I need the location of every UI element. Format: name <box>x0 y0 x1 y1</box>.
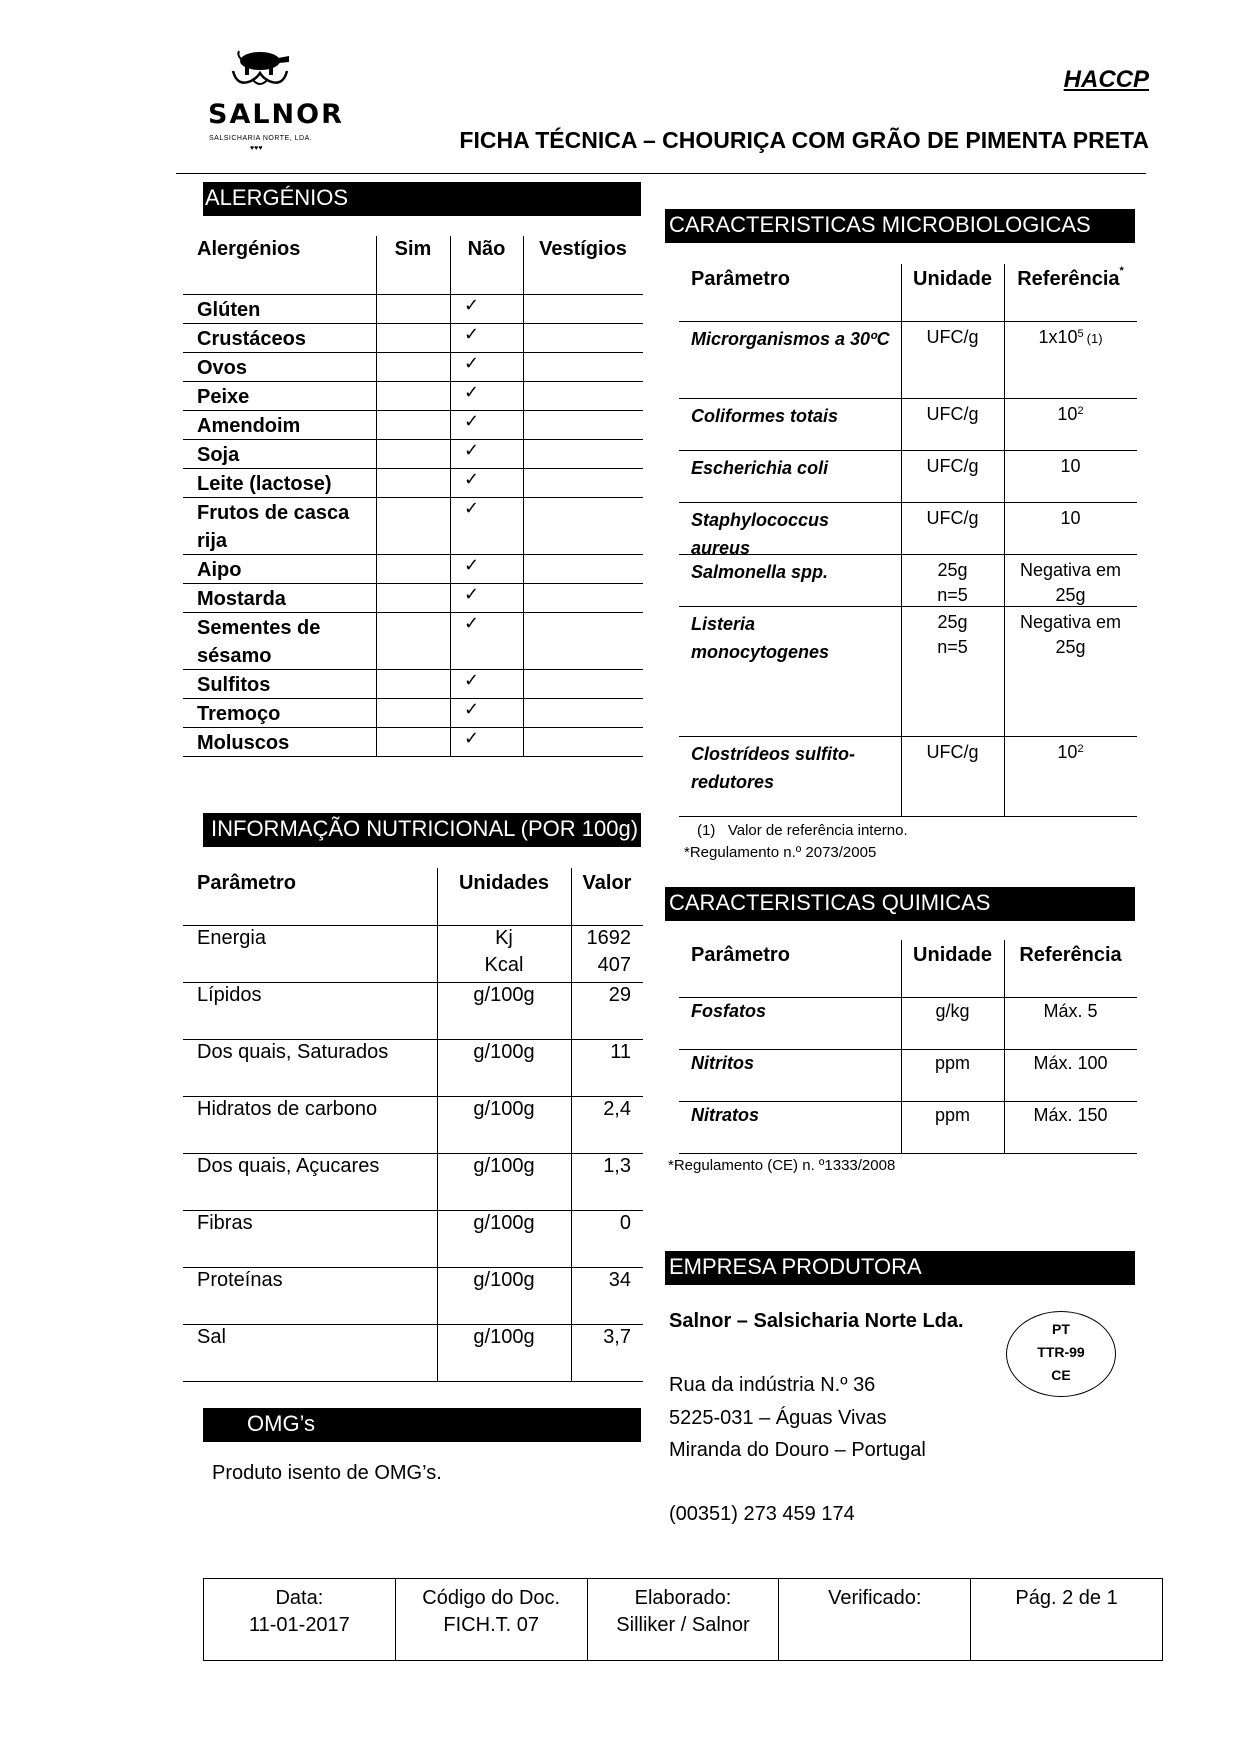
table-row <box>183 439 643 468</box>
footer-code-label: Código do Doc. <box>422 1587 561 1609</box>
check-icon: ✓ <box>464 613 480 634</box>
chem-param: Nitratos <box>691 1105 760 1125</box>
nutrition-param: Dos quais, Açucares <box>197 1155 380 1177</box>
check-icon: ✓ <box>464 469 480 490</box>
table-row <box>183 323 643 352</box>
micro-header-unit: Unidade <box>913 268 992 290</box>
micro-ref <box>1009 558 1132 608</box>
micro-param: Escherichia coli <box>691 458 829 478</box>
table-divider <box>1004 940 1005 1153</box>
micro-ref-value: 10 <box>1060 456 1081 476</box>
footer-author-label: Elaborado: <box>634 1587 732 1609</box>
check-icon: ✓ <box>464 584 480 605</box>
table-row <box>183 352 643 381</box>
table-row <box>183 1096 643 1153</box>
allergen-name: Amendoim <box>197 415 301 437</box>
table-row <box>183 1267 643 1324</box>
nutrition-param: Fibras <box>197 1212 253 1234</box>
chem-header-param: Parâmetro <box>691 944 790 966</box>
micro-header-ref-text: Referência <box>1017 268 1120 290</box>
chem-param: Fosfatos <box>691 1001 767 1021</box>
micro-ref-exponent: 2 <box>1077 405 1084 417</box>
nutrition-value: 34 <box>608 1269 631 1291</box>
micro-param: Microrganismos a 30ºC <box>691 329 890 349</box>
footer-cell-verified <box>779 1579 971 1660</box>
footer-verified-label: Verificado: <box>828 1587 922 1609</box>
company-phone: (00351) 273 459 174 <box>669 1503 855 1525</box>
micro-unit: UFC/g <box>926 742 979 762</box>
chem-ref: Máx. 150 <box>1033 1105 1108 1125</box>
chem-section-title: CARACTERISTICAS QUIMICAS <box>665 887 1135 921</box>
chem-table <box>679 940 1137 1155</box>
chem-ref: Máx. 100 <box>1033 1053 1108 1073</box>
table-rule <box>679 816 1137 817</box>
stamp-line-2: TTR-99 <box>1037 1344 1085 1360</box>
allergen-name: Mostarda <box>197 588 286 610</box>
table-row <box>183 554 643 583</box>
micro-ref-value: 1x10 <box>1038 327 1078 347</box>
table-divider <box>450 236 451 756</box>
micro-param: Clostrídeos sulfito-redutores <box>691 744 856 792</box>
nutrition-table <box>183 868 643 1388</box>
table-divider <box>1004 264 1005 816</box>
check-icon: ✓ <box>464 498 480 519</box>
footer-page-label: Pág. 2 de 1 <box>1015 1587 1118 1609</box>
header-rule <box>176 173 1146 174</box>
footer-table <box>203 1578 1163 1661</box>
allergens-table <box>183 236 643 756</box>
table-row <box>679 997 1137 1049</box>
check-icon: ✓ <box>464 699 480 720</box>
footer-cell-page <box>971 1579 1162 1660</box>
table-row <box>679 1101 1137 1153</box>
chem-note: *Regulamento (CE) n. º1333/2008 <box>668 1157 896 1174</box>
micro-note-2: *Regulamento n.º 2073/2005 <box>684 844 877 861</box>
omg-text: Produto isento de OMG’s. <box>212 1462 442 1484</box>
micro-param: Salmonella spp. <box>691 562 829 582</box>
pig-logo-icon <box>205 45 315 97</box>
company-section-title: EMPRESA PRODUTORA <box>665 1251 1135 1285</box>
micro-param: Listeria monocytogenes <box>691 614 830 662</box>
micro-note-1: (1) Valor de referência interno. <box>697 822 908 839</box>
allergens-header-vestigios: Vestígios <box>539 238 627 260</box>
footer-date-label: Data: <box>275 1587 324 1609</box>
chem-unit: g/kg <box>935 1001 970 1021</box>
check-icon: ✓ <box>464 411 480 432</box>
table-row <box>679 398 1137 450</box>
micro-unit: UFC/g <box>926 404 979 424</box>
allergen-name: Sementes de sésamo <box>197 617 321 667</box>
nutrition-header-param: Parâmetro <box>197 872 296 894</box>
nutrition-unit: g/100g <box>473 1098 535 1120</box>
table-divider <box>901 264 902 816</box>
brand-name: SALNOR <box>208 99 344 130</box>
table-row <box>183 698 643 727</box>
micro-table <box>679 264 1137 824</box>
allergen-name: Frutos de casca rija <box>197 502 350 552</box>
table-row <box>183 612 643 669</box>
company-address-2: 5225-031 – Águas Vivas <box>669 1407 887 1429</box>
table-row <box>183 497 643 554</box>
footer-cell-author <box>588 1579 780 1660</box>
nutrition-value: 0 <box>619 1212 631 1234</box>
stamp-line-1: PT <box>1052 1321 1070 1337</box>
nutrition-param: Proteínas <box>197 1269 283 1291</box>
table-row <box>183 468 643 497</box>
allergen-name: Sulfitos <box>197 674 271 696</box>
micro-header-ref-mark: * <box>1119 265 1124 277</box>
nutrition-param: Sal <box>197 1326 226 1348</box>
allergens-header-sim: Sim <box>394 238 432 260</box>
table-row <box>183 1039 643 1096</box>
nutrition-unit: g/100g <box>473 1212 535 1234</box>
allergen-name: Tremoço <box>197 703 281 725</box>
omg-section-title: OMG’s <box>203 1408 641 1442</box>
allergen-name: Peixe <box>197 386 250 408</box>
check-icon: ✓ <box>464 295 480 316</box>
allergen-name: Aipo <box>197 559 242 581</box>
table-row <box>679 554 1137 606</box>
table-row <box>679 606 1137 736</box>
footer-code-value: FICH.T. 07 <box>443 1614 539 1636</box>
table-row <box>183 1210 643 1267</box>
table-row <box>679 1049 1137 1101</box>
nutrition-unit: g/100g <box>473 1041 535 1063</box>
table-divider <box>437 868 438 1381</box>
table-row <box>183 1153 643 1210</box>
nutrition-header-unit: Unidades <box>458 872 550 894</box>
footer-date-value: 11-01-2017 <box>248 1614 350 1636</box>
table-row <box>183 669 643 698</box>
table-row <box>183 1324 643 1381</box>
micro-header-param: Parâmetro <box>691 268 790 290</box>
micro-ref <box>1009 740 1132 765</box>
micro-unit: 25g n=5 <box>937 612 968 657</box>
chem-unit: ppm <box>934 1105 970 1125</box>
micro-param: Coliformes totais <box>691 406 839 426</box>
micro-ref-value: Negativa em 25g <box>1019 560 1122 605</box>
nutrition-param: Dos quais, Saturados <box>197 1041 389 1063</box>
nutrition-unit-secondary: Kcal <box>484 954 524 976</box>
table-row <box>183 294 643 323</box>
check-icon: ✓ <box>464 440 480 461</box>
brand-subtitle: SALSICHARIA NORTE, LDA. <box>209 135 313 142</box>
allergen-name: Crustáceos <box>197 328 306 350</box>
nutrition-section-title: INFORMAÇÃO NUTRICIONAL (POR 100g) <box>203 813 641 847</box>
nutrition-unit: g/100g <box>473 984 535 1006</box>
footer-author-value: Silliker / Salnor <box>616 1614 750 1636</box>
micro-param: Staphylococcus aureus <box>691 510 830 558</box>
nutrition-param: Energia <box>197 927 266 949</box>
check-icon: ✓ <box>464 382 480 403</box>
check-icon: ✓ <box>464 324 480 345</box>
nutrition-header-value: Valor <box>582 872 632 894</box>
check-icon: ✓ <box>464 670 480 691</box>
nutrition-value-secondary: 407 <box>597 954 631 976</box>
table-divider <box>376 236 377 756</box>
allergen-name: Leite (lactose) <box>197 473 332 495</box>
nutrition-value: 1692 <box>586 927 631 949</box>
table-rule <box>679 1153 1137 1154</box>
nutrition-param: Hidratos de carbono <box>197 1098 378 1120</box>
micro-ref <box>1009 402 1132 427</box>
allergen-name: Ovos <box>197 357 248 379</box>
check-icon: ✓ <box>464 353 480 374</box>
nutrition-unit: g/100g <box>473 1269 535 1291</box>
table-row <box>183 410 643 439</box>
micro-ref-value: 10 <box>1060 508 1081 528</box>
micro-section-title: CARACTERISTICAS MICROBIOLOGICAS <box>665 209 1135 243</box>
nutrition-param: Lípidos <box>197 984 262 1006</box>
micro-ref-exponent: 2 <box>1077 743 1084 755</box>
micro-unit: UFC/g <box>926 508 979 528</box>
table-divider <box>523 236 524 756</box>
table-row <box>679 502 1137 558</box>
nutrition-value: 11 <box>610 1041 631 1063</box>
nutrition-value: 1,3 <box>603 1155 631 1177</box>
micro-ref-value: 10 <box>1057 742 1078 762</box>
logo <box>205 45 344 155</box>
company-address-3: Miranda do Douro – Portugal <box>669 1439 926 1461</box>
table-rule <box>183 1381 643 1382</box>
allergens-header-nao: Não <box>467 238 506 260</box>
table-row <box>183 727 643 756</box>
haccp-label: HACCP <box>1063 66 1149 93</box>
table-row <box>183 381 643 410</box>
table-divider <box>571 868 572 1381</box>
table-row <box>679 321 1137 398</box>
nutrition-value: 2,4 <box>603 1098 631 1120</box>
check-icon: ✓ <box>464 555 480 576</box>
nutrition-unit: g/100g <box>473 1155 535 1177</box>
check-icon: ✓ <box>464 728 480 749</box>
table-row <box>679 450 1137 502</box>
footer-cell-date <box>204 1579 396 1660</box>
allergens-section-title: ALERGÉNIOS <box>203 182 641 216</box>
micro-ref <box>1009 610 1132 660</box>
company-address-1: Rua da indústria N.º 36 <box>669 1374 876 1396</box>
chem-header-unit: Unidade <box>913 944 992 966</box>
chem-header-ref: Referência <box>1019 944 1122 966</box>
micro-ref <box>1009 325 1132 351</box>
table-divider <box>901 940 902 1153</box>
allergen-name: Moluscos <box>197 732 290 754</box>
brand-ornament: ♥♥♥ <box>250 145 263 152</box>
micro-ref-value: Negativa em 25g <box>1019 612 1122 657</box>
nutrition-unit: Kj <box>495 927 513 949</box>
table-row <box>679 736 1137 816</box>
micro-ref-note: (1) <box>1086 331 1103 346</box>
footer-cell-code <box>396 1579 588 1660</box>
table-rule <box>183 756 643 757</box>
micro-ref-exponent: 5 <box>1077 328 1084 340</box>
company-name: Salnor – Salsicharia Norte Lda. <box>669 1310 964 1332</box>
nutrition-value: 3,7 <box>603 1326 631 1348</box>
micro-unit: 25g n=5 <box>937 560 968 605</box>
micro-ref-value: 10 <box>1057 404 1078 424</box>
allergen-name: Soja <box>197 444 240 466</box>
allergens-header-name: Alergénios <box>197 238 301 260</box>
micro-unit: UFC/g <box>926 327 979 347</box>
nutrition-unit: g/100g <box>473 1326 535 1348</box>
micro-ref <box>1009 506 1132 531</box>
approval-stamp <box>1006 1311 1116 1397</box>
allergen-name: Glúten <box>197 299 261 321</box>
chem-unit: ppm <box>934 1053 970 1073</box>
nutrition-value: 29 <box>608 984 631 1006</box>
table-row <box>183 583 643 612</box>
table-row <box>183 925 643 982</box>
chem-param: Nitritos <box>691 1053 754 1073</box>
micro-unit: UFC/g <box>926 456 979 476</box>
page-title: FICHA TÉCNICA – CHOURIÇA COM GRÃO DE PIMENTA PRETA <box>459 127 1149 153</box>
stamp-line-3: CE <box>1051 1367 1071 1383</box>
micro-header-ref <box>1004 265 1137 291</box>
chem-ref: Máx. 5 <box>1043 1001 1098 1021</box>
micro-ref <box>1009 454 1132 479</box>
table-row <box>183 982 643 1039</box>
